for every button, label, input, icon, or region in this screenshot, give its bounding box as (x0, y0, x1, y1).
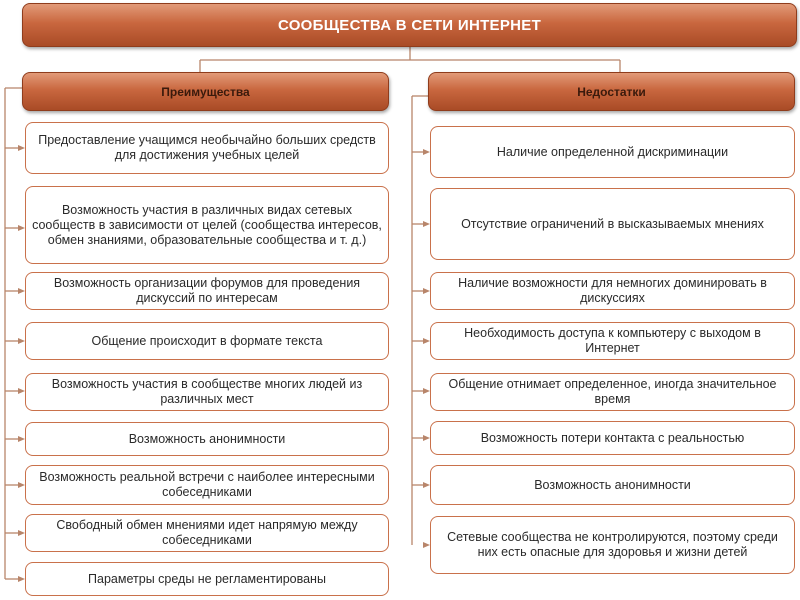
disadvantage-item-8: Сетевые сообщества не контролируются, поэтому среди них есть опасные для здоровья и жизни детей (430, 516, 795, 574)
disadvantage-item-3: Наличие возможности для немногих доминировать в дискуссиях (430, 272, 795, 310)
disadvantage-item-4: Необходимость доступа к компьютеру с выходом в Интернет (430, 322, 795, 360)
disadvantage-item-2: Отсутствие ограничений в высказываемых мнениях (430, 188, 795, 260)
advantages-header: Преимущества (22, 72, 389, 111)
disadvantage-item-5: Общение отнимает определенное, иногда значительное время (430, 373, 795, 411)
advantage-item-9: Параметры среды не регламентированы (25, 562, 389, 596)
advantage-item-6: Возможность анонимности (25, 422, 389, 456)
advantage-item-2: Возможность участия в различных видах сетевых сообществ в зависимости от целей (сообщества интересов, обмен знаниями, образовательные сообщества и т. д.) (25, 186, 389, 264)
disadvantage-item-1: Наличие определенной дискриминации (430, 126, 795, 178)
advantage-item-1: Предоставление учащимся необычайно больших средств для достижения учебных целей (25, 122, 389, 174)
advantage-item-8: Свободный обмен мнениями идет напрямую между собеседниками (25, 514, 389, 552)
page-title: СООБЩЕСТВА В СЕТИ ИНТЕРНЕТ (22, 3, 797, 47)
disadvantage-item-6: Возможность потери контакта с реальностью (430, 421, 795, 455)
disadvantages-header: Недостатки (428, 72, 795, 111)
advantage-item-4: Общение происходит в формате текста (25, 322, 389, 360)
advantage-item-3: Возможность организации форумов для проведения дискуссий по интересам (25, 272, 389, 310)
advantage-item-5: Возможность участия в сообществе многих людей из различных мест (25, 373, 389, 411)
disadvantage-item-7: Возможность анонимности (430, 465, 795, 505)
advantage-item-7: Возможность реальной встречи с наиболее интересными собеседниками (25, 465, 389, 505)
